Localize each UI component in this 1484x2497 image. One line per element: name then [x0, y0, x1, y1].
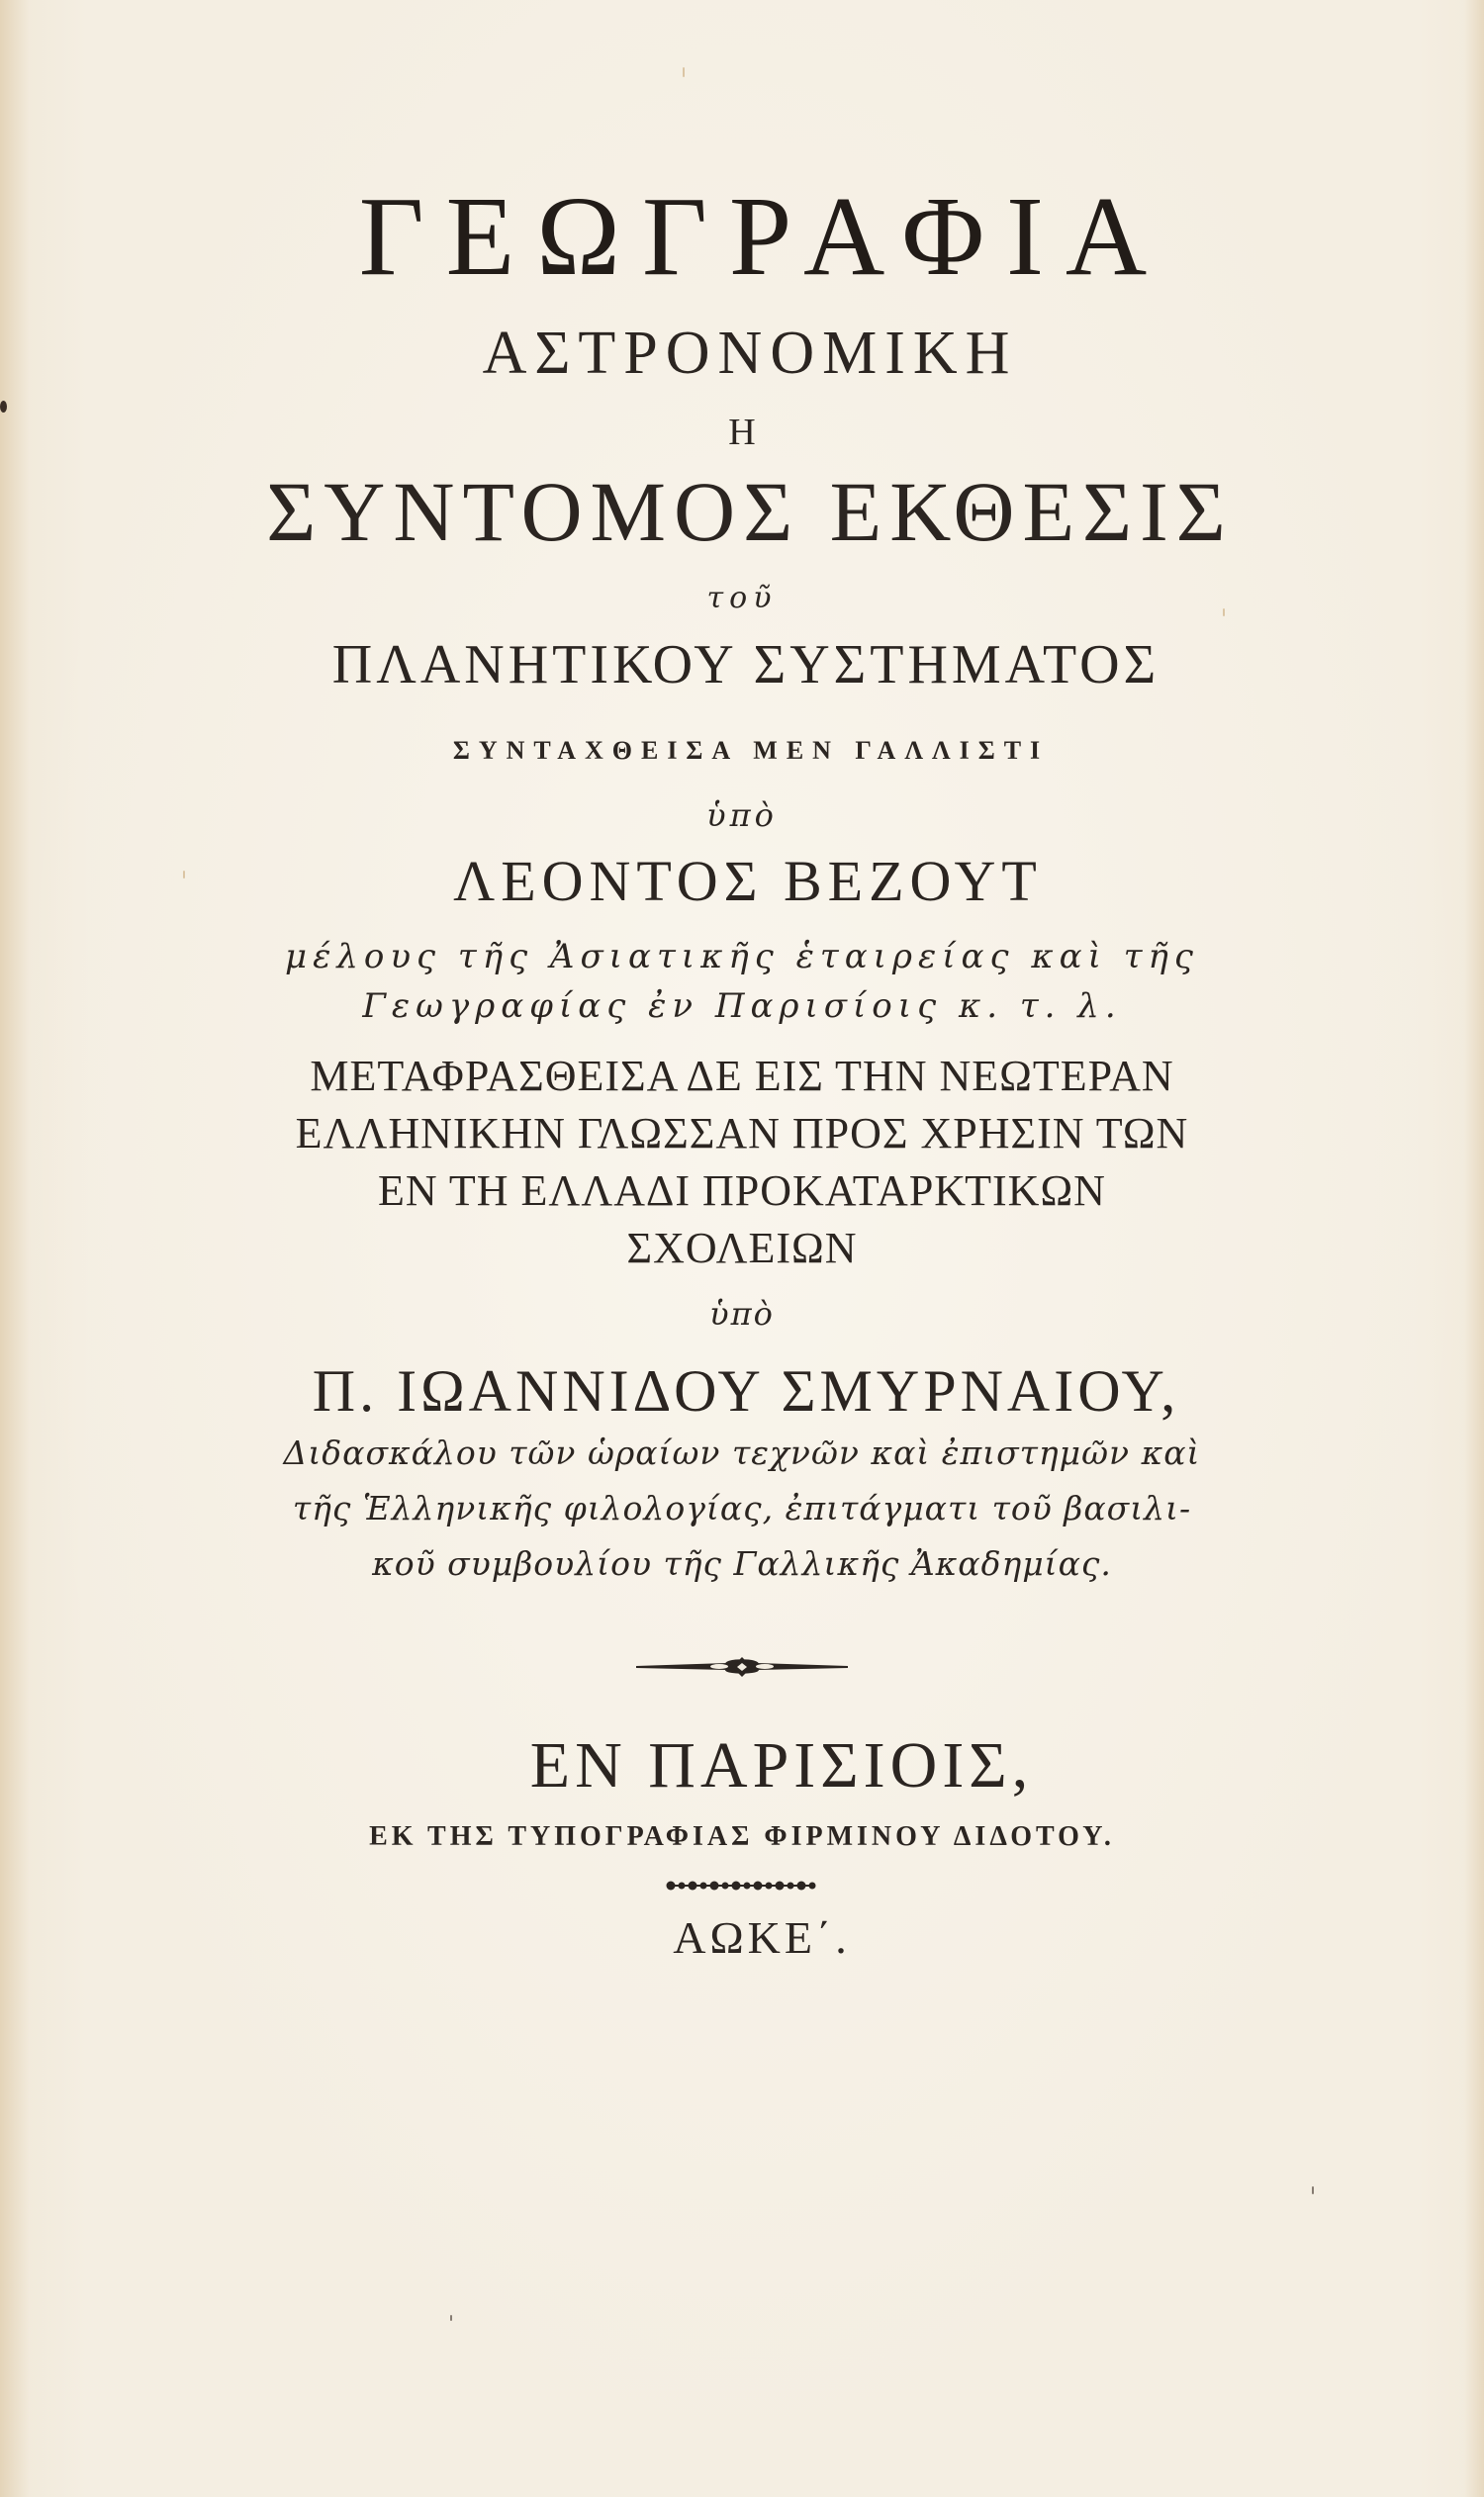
translation-note-2: ΕΛΛΗΝΙΚΗΝ ΓΛΩΣΣΑΝ ΠΡΟΣ ΧΡΗΣΙΝ ΤΩΝ [295, 1109, 1189, 1157]
translator-description-3: κοῦ συμβουλίου τῆς Γαλλικῆς Ἀκαδημίας. [372, 1544, 1112, 1583]
swelled-rule-ornament-icon [0, 1652, 1484, 1682]
composed-note: ΣΥΝΤΑΧΘΕΙΣΑ ΜΕΝ ΓΑΛΛΙΣΤΙ [452, 736, 1050, 765]
place-of-publication: ΕΝ ΠΑΡΙΣΙΟΙΣ, [529, 1729, 1034, 1802]
publication-year: ΑΩΚΕ΄. [673, 1912, 851, 1963]
translator-description-2: τῆς Ἑλληνικῆς φιλολογίας, ἐπιτάγματι τοῦ βασιλι- [292, 1489, 1192, 1527]
paper-speck [1312, 2186, 1314, 2194]
conjunction: Η [728, 412, 756, 453]
alternate-title-2: ΠΛΑΝΗΤΙΚΟΥ ΣΥΣΤΗΜΑΤΟΣ [331, 634, 1160, 695]
title: ΓΕΩΓΡΑΦΙΑ [358, 173, 1169, 299]
article-text: τοῦ [706, 581, 778, 615]
ink-blemish [0, 401, 7, 413]
author-description-2: Γεωγραφίας ἐν Παρισίοις κ. τ. λ. [362, 986, 1122, 1026]
translation-note-1: ΜΕΤΑΦΡΑΣΘΕΙΣΑ ΔΕ ΕΙΣ ΤΗΝ ΝΕΩΤΕΡΑΝ [310, 1052, 1174, 1100]
paper-speck [683, 67, 685, 77]
printer-line: ΕΚ ΤΗΣ ΤΥΠΟΓΡΑΦΙΑΣ ΦΙΡΜΙΝΟΥ ΔΙΔΟΤΟΥ. [369, 1821, 1115, 1852]
paper-speck [450, 2315, 452, 2321]
translation-note-3: ΕΝ ΤΗ ΕΛΛΑΔΙ ΠΡΟΚΑΤΑΡΚΤΙΚΩΝ [378, 1166, 1106, 1215]
author-description-1: μέλους τῆς Ἀσιατικῆς ἑταιρείας καὶ τῆς [285, 937, 1199, 976]
beaded-rule-ornament-icon [0, 1878, 1484, 1894]
author-name: ΛΕΟΝΤΟΣ ΒΕΖΟΥΤ [453, 849, 1043, 913]
translator-name: Π. ΙΩΑΝΝΙΔΟΥ ΣΜΥΡΝΑΙΟΥ, [312, 1358, 1180, 1424]
by-text-2: ὑπὸ [709, 1295, 775, 1333]
translator-description-1: Διδασκάλου τῶν ὡραίων τεχνῶν καὶ ἐπιστημῶν καὶ [283, 1433, 1201, 1472]
by-text: ὑπὸ [706, 796, 778, 834]
translation-note-4: ΣΧΟΛΕΙΩΝ [626, 1224, 858, 1272]
subtitle: ΑΣΤΡΟΝΟΜΙΚΗ [482, 320, 1018, 387]
alternate-title: ΣΥΝΤΟΜΟΣ ΕΚΘΕΣΙΣ [266, 464, 1234, 559]
